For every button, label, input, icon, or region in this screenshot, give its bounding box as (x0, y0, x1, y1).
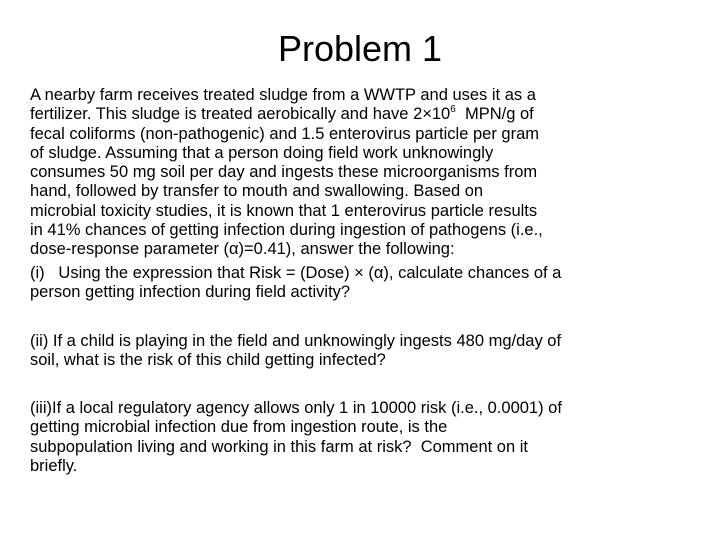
intro-line-6: hand, followed by transfer to mouth and swallowing. Based on (30, 182, 484, 201)
intro-line-5: consumes 50 mg soil per day and ingests these microorganisms from (30, 163, 538, 182)
question-ii (30, 332, 710, 371)
intro-line-3: fecal coliforms (non-pathogenic) and 1.5 enterovirus particle per gram (30, 124, 540, 143)
question-i (30, 264, 710, 303)
intro-line-2-tail: MPN/g of (455, 105, 534, 124)
exponent: 6 (450, 103, 456, 115)
intro-line-7: microbial toxicity studies, it is known that 1 enterovirus particle results (30, 201, 538, 220)
question-iii-line-1: (iii)If a local regulatory agency allows only 1 in 10000 risk (i.e., 0.0001) of (30, 399, 562, 417)
question-iii (30, 399, 710, 476)
question-i-line-2: person getting infection during field activity? (30, 283, 351, 302)
intro-line-2 (30, 103, 710, 124)
intro-line-8: in 41% chances of getting infection during ingestion of pathogens (i.e., (30, 221, 543, 240)
intro-line-2-text: fertilizer. This sludge is treated aerobically and have 2×10 (30, 105, 451, 124)
question-iii-line-4: briefly. (30, 456, 78, 475)
intro-line-1: A nearby farm receives treated sludge from a WWTP and uses it as a (30, 86, 536, 104)
slide-title: Problem 1 (277, 28, 443, 69)
question-iii-line-3: subpopulation living and working in this farm at risk? Comment on it (30, 437, 528, 456)
question-ii-line-2: soil, what is the risk of this child getting infected? (30, 351, 386, 370)
question-ii-line-1: (ii) If a child is playing in the field and unknowingly ingests 480 mg/day of (30, 332, 562, 350)
question-iii-line-2: getting microbial infection due from ingestion route, is the (30, 418, 448, 437)
intro-line-9: dose-response parameter (α)=0.41), answer the following: (30, 240, 455, 259)
problem-intro-paragraph (30, 86, 710, 260)
intro-line-4: of sludge. Assuming that a person doing field work unknowingly (30, 143, 494, 162)
question-i-line-1: (i) Using the expression that Risk = (Dose) × (α), calculate chances of a (30, 264, 562, 282)
